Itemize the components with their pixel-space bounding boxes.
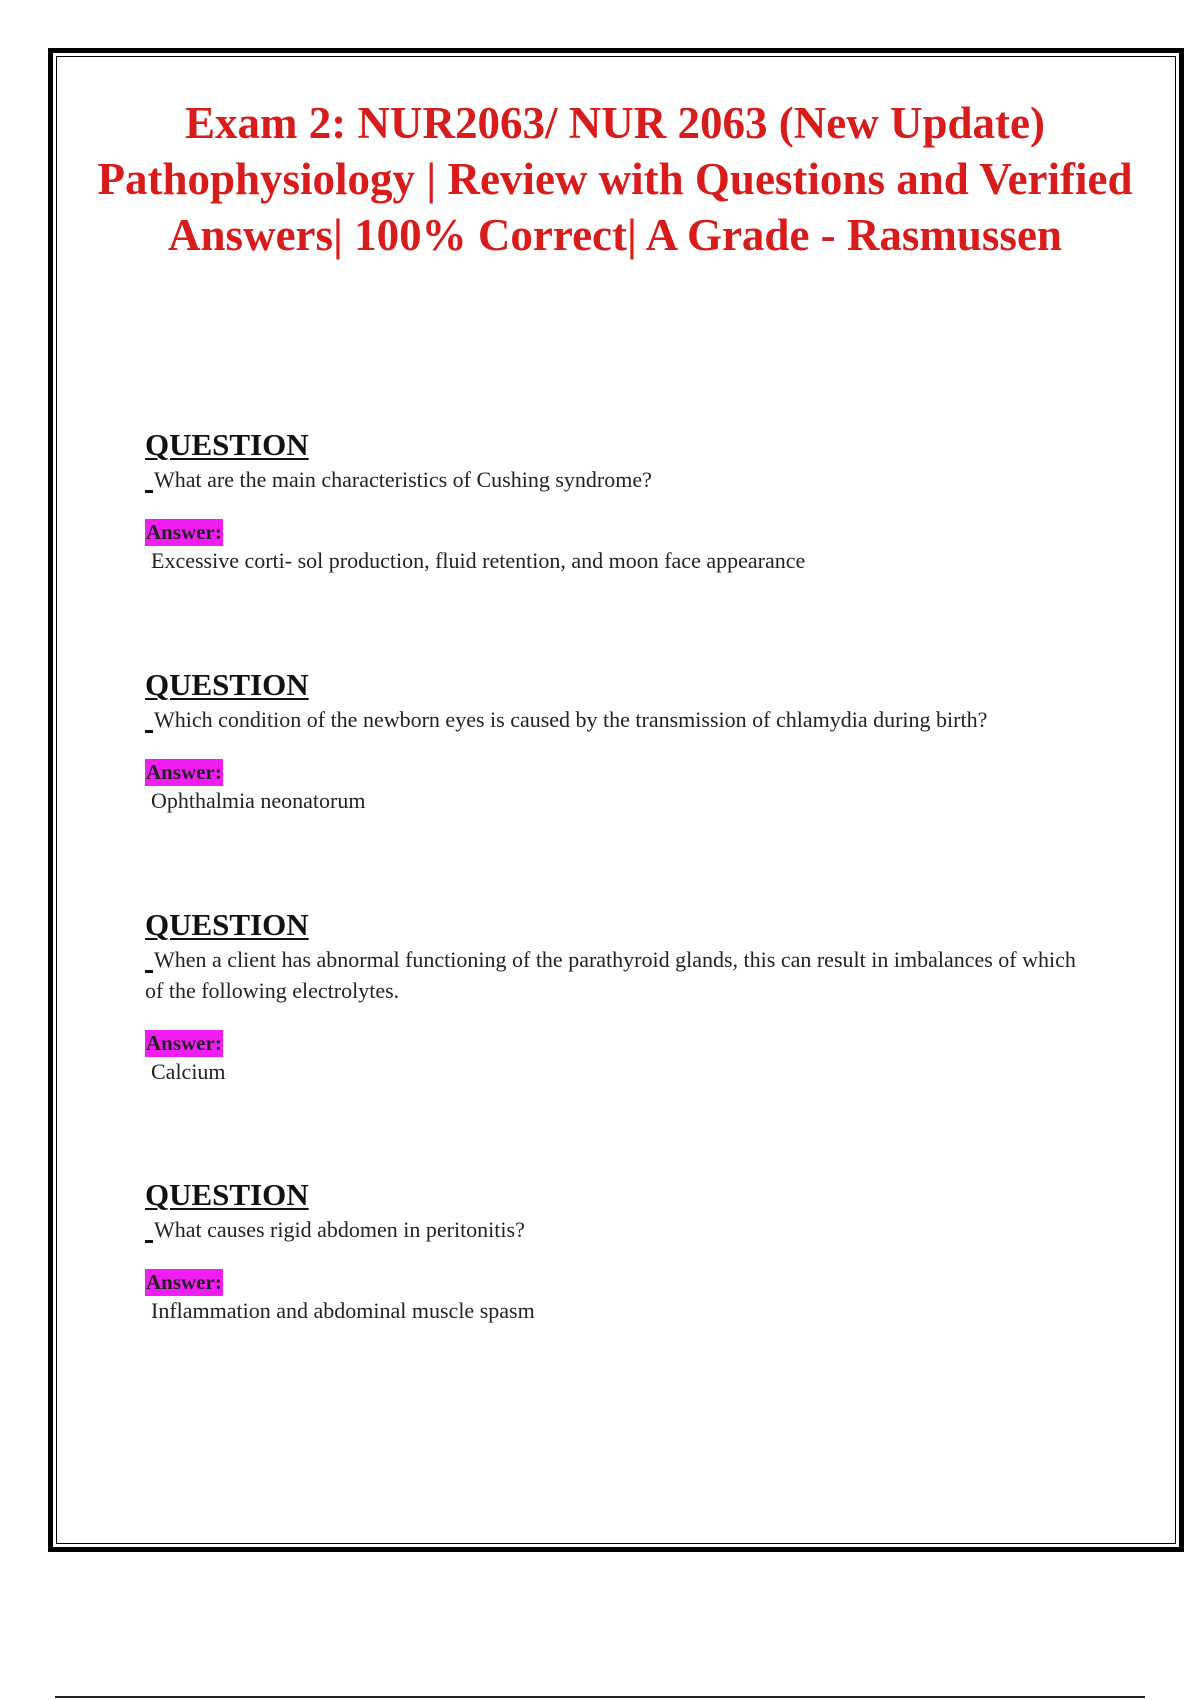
qa-item-2 [145, 668, 1095, 816]
qa-item-4 [145, 1178, 1095, 1326]
question-heading: QUESTION [145, 667, 309, 702]
question-heading: QUESTION [145, 427, 309, 462]
qa-item-3 [145, 908, 1095, 1087]
question-marker [145, 730, 153, 733]
answer-text: Inflammation and abdominal muscle spasm [151, 1298, 535, 1323]
answer-text: Excessive corti- sol production, fluid retention, and moon face appearance [151, 548, 806, 573]
question-marker [145, 970, 153, 973]
question-heading: QUESTION [145, 907, 309, 942]
answer-text: Calcium [151, 1059, 226, 1084]
answer-label: Answer: [146, 1031, 222, 1055]
question-text-row [145, 944, 1095, 1006]
question-text: Which condition of the newborn eyes is caused by the transmission of chlamydia during birth? [154, 707, 988, 732]
document-title: Exam 2: NUR2063/ NUR 2063 (New Update) Pathophysiology | Review with Questions and Verified Answers| 100% Correct| A Grade - Rasmussen [97, 98, 1133, 260]
question-text-row [145, 704, 1095, 735]
answer-label: Answer: [146, 760, 222, 784]
answer-text: Ophthalmia neonatorum [151, 788, 366, 813]
question-marker [145, 1240, 153, 1243]
footer-divider [55, 1696, 1145, 1698]
question-text-row [145, 464, 1095, 495]
qa-item-1 [145, 428, 1095, 576]
question-text: When a client has abnormal functioning of the parathyroid glands, this can result in imbalances of which of the following electrolytes. [145, 947, 1076, 1003]
question-text-row [145, 1214, 1095, 1245]
question-marker [145, 490, 153, 493]
question-text: What causes rigid abdomen in peritonitis? [154, 1217, 525, 1242]
question-heading: QUESTION [145, 1177, 309, 1212]
answer-label: Answer: [146, 520, 222, 544]
answer-label: Answer: [146, 1270, 222, 1294]
question-text: What are the main characteristics of Cushing syndrome? [154, 467, 652, 492]
